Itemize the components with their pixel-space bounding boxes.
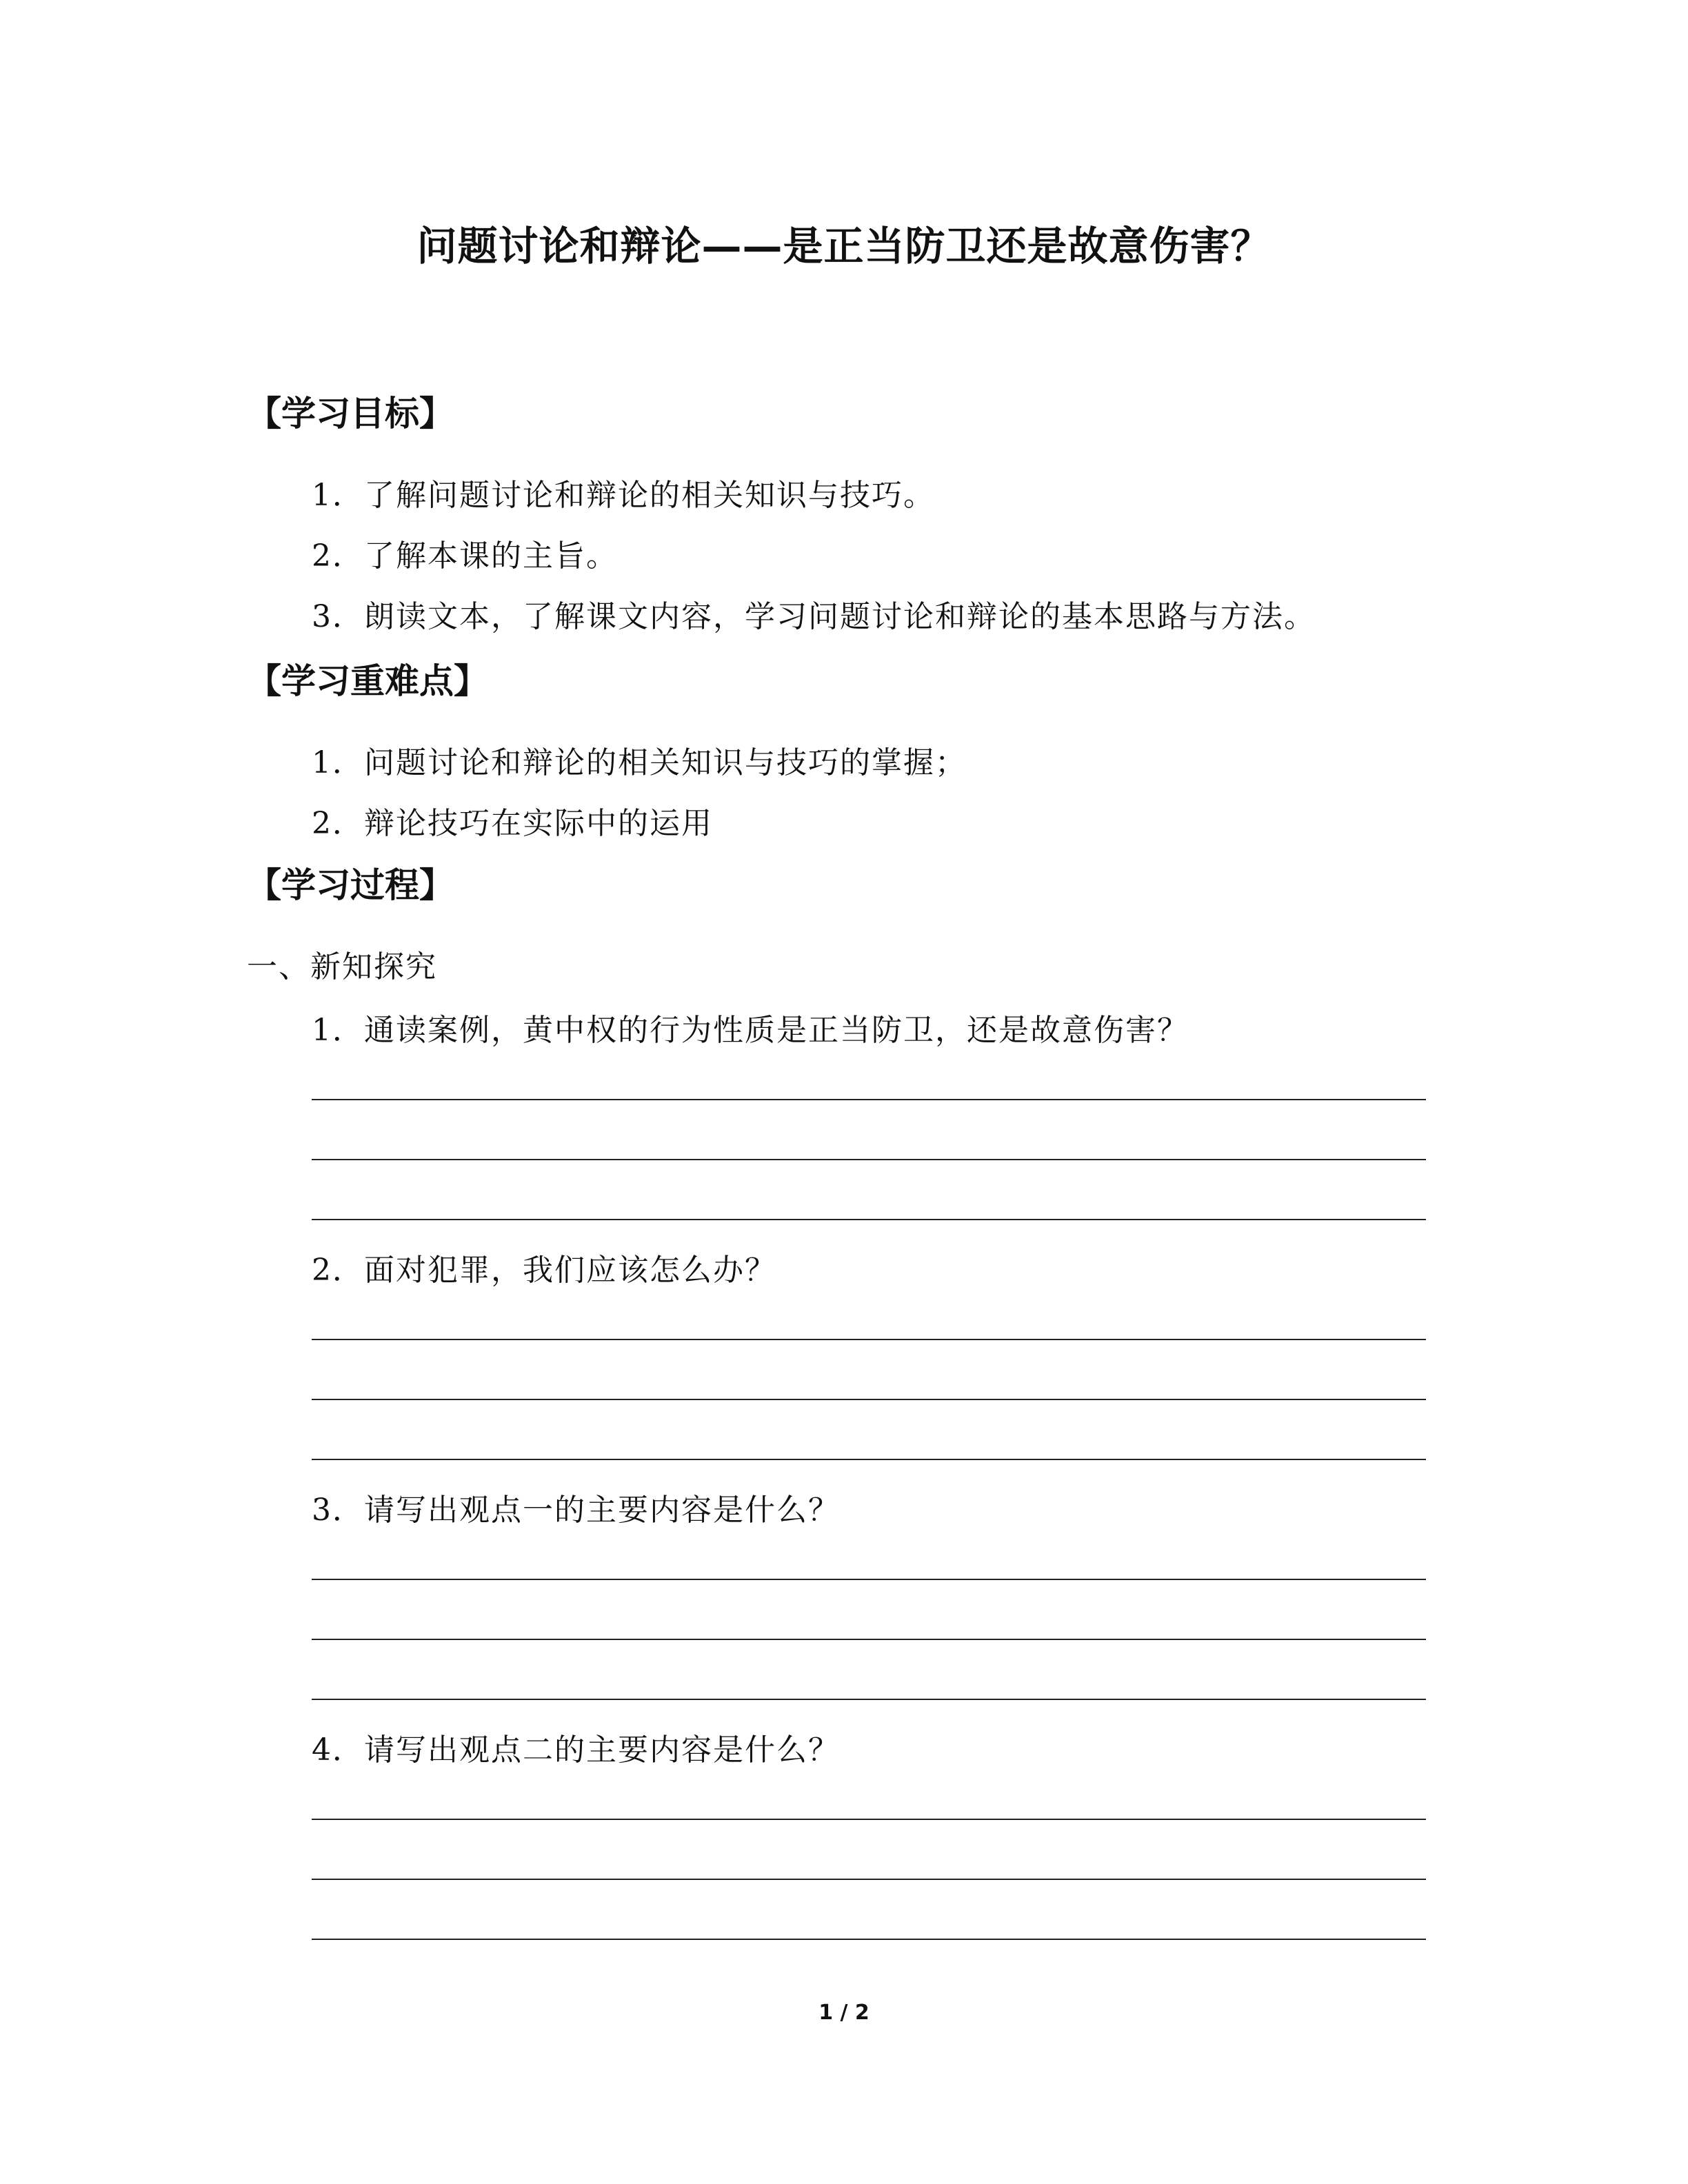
answer-line[interactable] — [312, 1459, 1426, 1460]
answer-line[interactable] — [312, 1639, 1426, 1640]
key-point-item-2: 2．辩论技巧在实际中的运用 — [312, 806, 713, 841]
question-4: 4．请写出观点二的主要内容是什么？ — [312, 1732, 840, 1768]
answer-line[interactable] — [312, 1879, 1426, 1880]
question-2: 2．面对犯罪，我们应该怎么办？ — [312, 1253, 776, 1288]
answer-line[interactable] — [312, 1819, 1426, 1820]
answer-line[interactable] — [312, 1219, 1426, 1220]
answer-line[interactable] — [312, 1339, 1426, 1340]
key-points-heading: 【学习重难点】 — [247, 661, 488, 701]
question-3: 3．请写出观点一的主要内容是什么？ — [312, 1493, 840, 1528]
answer-line[interactable] — [312, 1699, 1426, 1700]
objective-item-2: 2．了解本课的主旨。 — [312, 538, 618, 574]
answer-line[interactable] — [312, 1159, 1426, 1160]
answer-line[interactable] — [312, 1579, 1426, 1580]
answer-line[interactable] — [312, 1939, 1426, 1940]
objective-item-3: 3．朗读文本，了解课文内容，学习问题讨论和辩论的基本思路与方法。 — [312, 599, 1316, 634]
section-title: 一、新知探究 — [247, 949, 437, 984]
objective-item-1: 1．了解问题讨论和辩论的相关知识与技巧。 — [312, 478, 935, 513]
key-point-item-1: 1．问题讨论和辩论的相关知识与技巧的掌握； — [312, 745, 967, 780]
process-heading: 【学习过程】 — [247, 865, 454, 905]
question-1: 1．通读案例，黄中权的行为性质是正当防卫，还是故意伤害？ — [312, 1013, 1189, 1048]
answer-line[interactable] — [312, 1099, 1426, 1100]
answer-line[interactable] — [312, 1399, 1426, 1400]
page-number: 1 / 2 — [818, 2001, 870, 2025]
page-title: 问题讨论和辩论——是正当防卫还是故意伤害？ — [416, 223, 1272, 270]
objectives-heading: 【学习目标】 — [247, 394, 454, 434]
